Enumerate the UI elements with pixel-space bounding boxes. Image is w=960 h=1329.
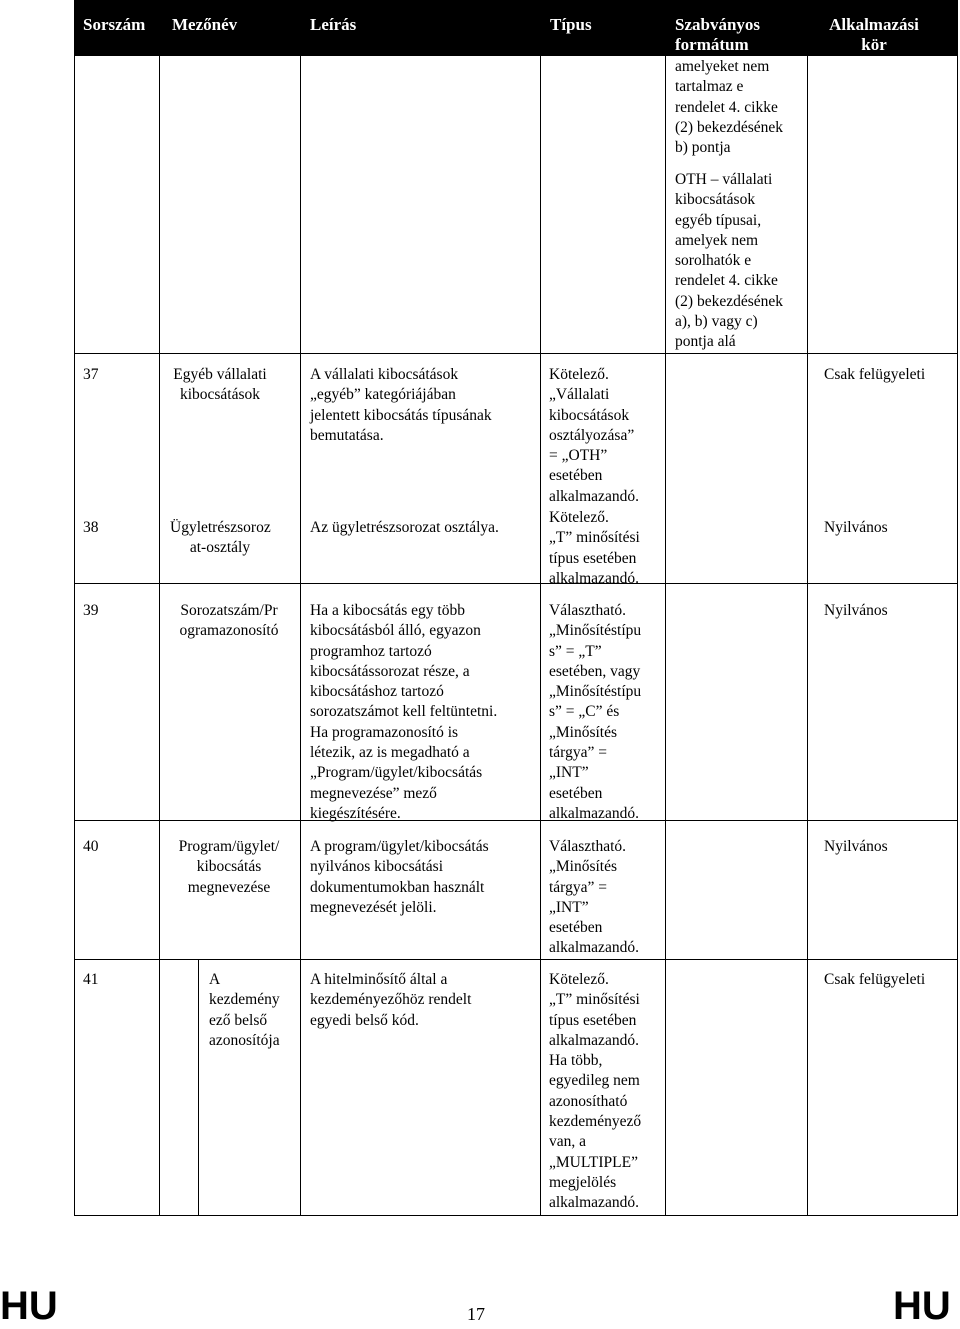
format-text-oth: OTH – vállalati kibocsátások egyéb típusai, amelyek nem sorolhatók e rendelet 4. cikke (2) bekezdésének a), b) vagy c) pontja alá (675, 171, 784, 351)
row-40-type: Választható. „Minősítés tárgya” = „INT” esetében alkalmazandó. (549, 838, 639, 957)
row-37-number: 37 (83, 366, 99, 383)
column-divider (159, 56, 160, 1216)
row-41-scope: Csak felügyeleti (824, 971, 926, 988)
footer-language-right: HU (893, 1284, 951, 1328)
row-divider (74, 820, 958, 821)
row-39-scope: Nyilvános (824, 602, 888, 619)
row-37-type: Kötelező. „Vállalati kibocsátások osztályozása” = „OTH” esetében alkalmazandó. (549, 366, 639, 505)
format-text-continued: amelyeket nem tartalmaz e rendelet 4. cikke (2) bekezdésének b) pontja (675, 58, 784, 157)
row-41-field-name: A kezdemény ező belső azonosítója (209, 971, 280, 1049)
header-leiras: Leírás (310, 15, 357, 34)
column-divider (807, 56, 808, 1216)
row-41-description: A hitelminősítő által a kezdeményezőhöz rendelt egyedi belső kód. (310, 971, 472, 1029)
page-number: 17 (467, 1304, 485, 1324)
row-divider (74, 583, 958, 584)
table-border-bottom (74, 1215, 958, 1216)
row-40-description: A program/ügylet/kibocsátás nyilvános kibocsátási dokumentumokban használt megnevezését jelöli. (310, 838, 489, 916)
row-41-type: Kötelező. „T” minősítési típus esetében alkalmazandó. Ha több, egyedileg nem azonosítható kezdeményező van, a „MULTIPLE” megjelölés alkalmazandó. (549, 971, 642, 1212)
header-mezonev: Mezőnév (172, 15, 238, 34)
header-alkalmazasi-kor: Alkalmazási kör (829, 15, 919, 54)
row-divider (74, 959, 958, 960)
header-tipus: Típus (550, 15, 592, 34)
row-37-field-name: Egyéb vállalati kibocsátások (173, 366, 267, 404)
row-38-description: Az ügyletrészsorozat osztálya. (310, 519, 499, 536)
row-38-field-name: Ügyletrészsoroz at-osztály (170, 519, 271, 557)
table-border-right (957, 56, 958, 1216)
row-39-number: 39 (83, 602, 99, 619)
row-41-number: 41 (83, 971, 99, 988)
header-szabvanyos-formatum: Szabványos formátum (675, 15, 761, 54)
table-header (74, 0, 958, 56)
column-divider (540, 56, 541, 1216)
row-divider (74, 353, 958, 354)
row-39-description: Ha a kibocsátás egy több kibocsátásból álló, egyazon programhoz tartozó kibocsátássorozat része, a kibocsátáshoz tartozó sorozatszámot kell feltüntetni. Ha programazonosító is létezik, az is megadható a „Program/ügylet/kibocsátás megnevezése” mező kiegészítésére. (310, 602, 498, 822)
row-38-scope: Nyilvános (824, 519, 888, 536)
row-40-number: 40 (83, 838, 99, 855)
row-39-field-name: Sorozatszám/Pr ogramazonosító (179, 602, 279, 640)
footer-language-left: HU (0, 1284, 58, 1328)
row-37-scope: Csak felügyeleti (824, 366, 926, 383)
header-sorszam: Sorszám (83, 15, 146, 34)
column-divider (300, 56, 301, 1216)
row-38-number: 38 (83, 519, 99, 536)
column-divider (665, 56, 666, 1216)
row-40-scope: Nyilvános (824, 838, 888, 855)
row-40-field-name: Program/ügylet/ kibocsátás megnevezése (178, 838, 280, 896)
row-38-type: Kötelező. „T” minősítési típus esetében alkalmazandó. (549, 509, 640, 587)
row-39-type: Választható. „Minősítéstípu s” = „T” esetében, vagy „Minősítéstípu s” = „C” és „Minősítés tárgya” = „INT” esetében alkalmazandó. (549, 602, 642, 822)
column-divider (198, 959, 199, 1216)
row-37-description: A vállalati kibocsátások „egyéb” kategóriájában jelentett kibocsátás típusának bemutatása. (310, 366, 492, 444)
table-border-left (74, 56, 75, 1216)
